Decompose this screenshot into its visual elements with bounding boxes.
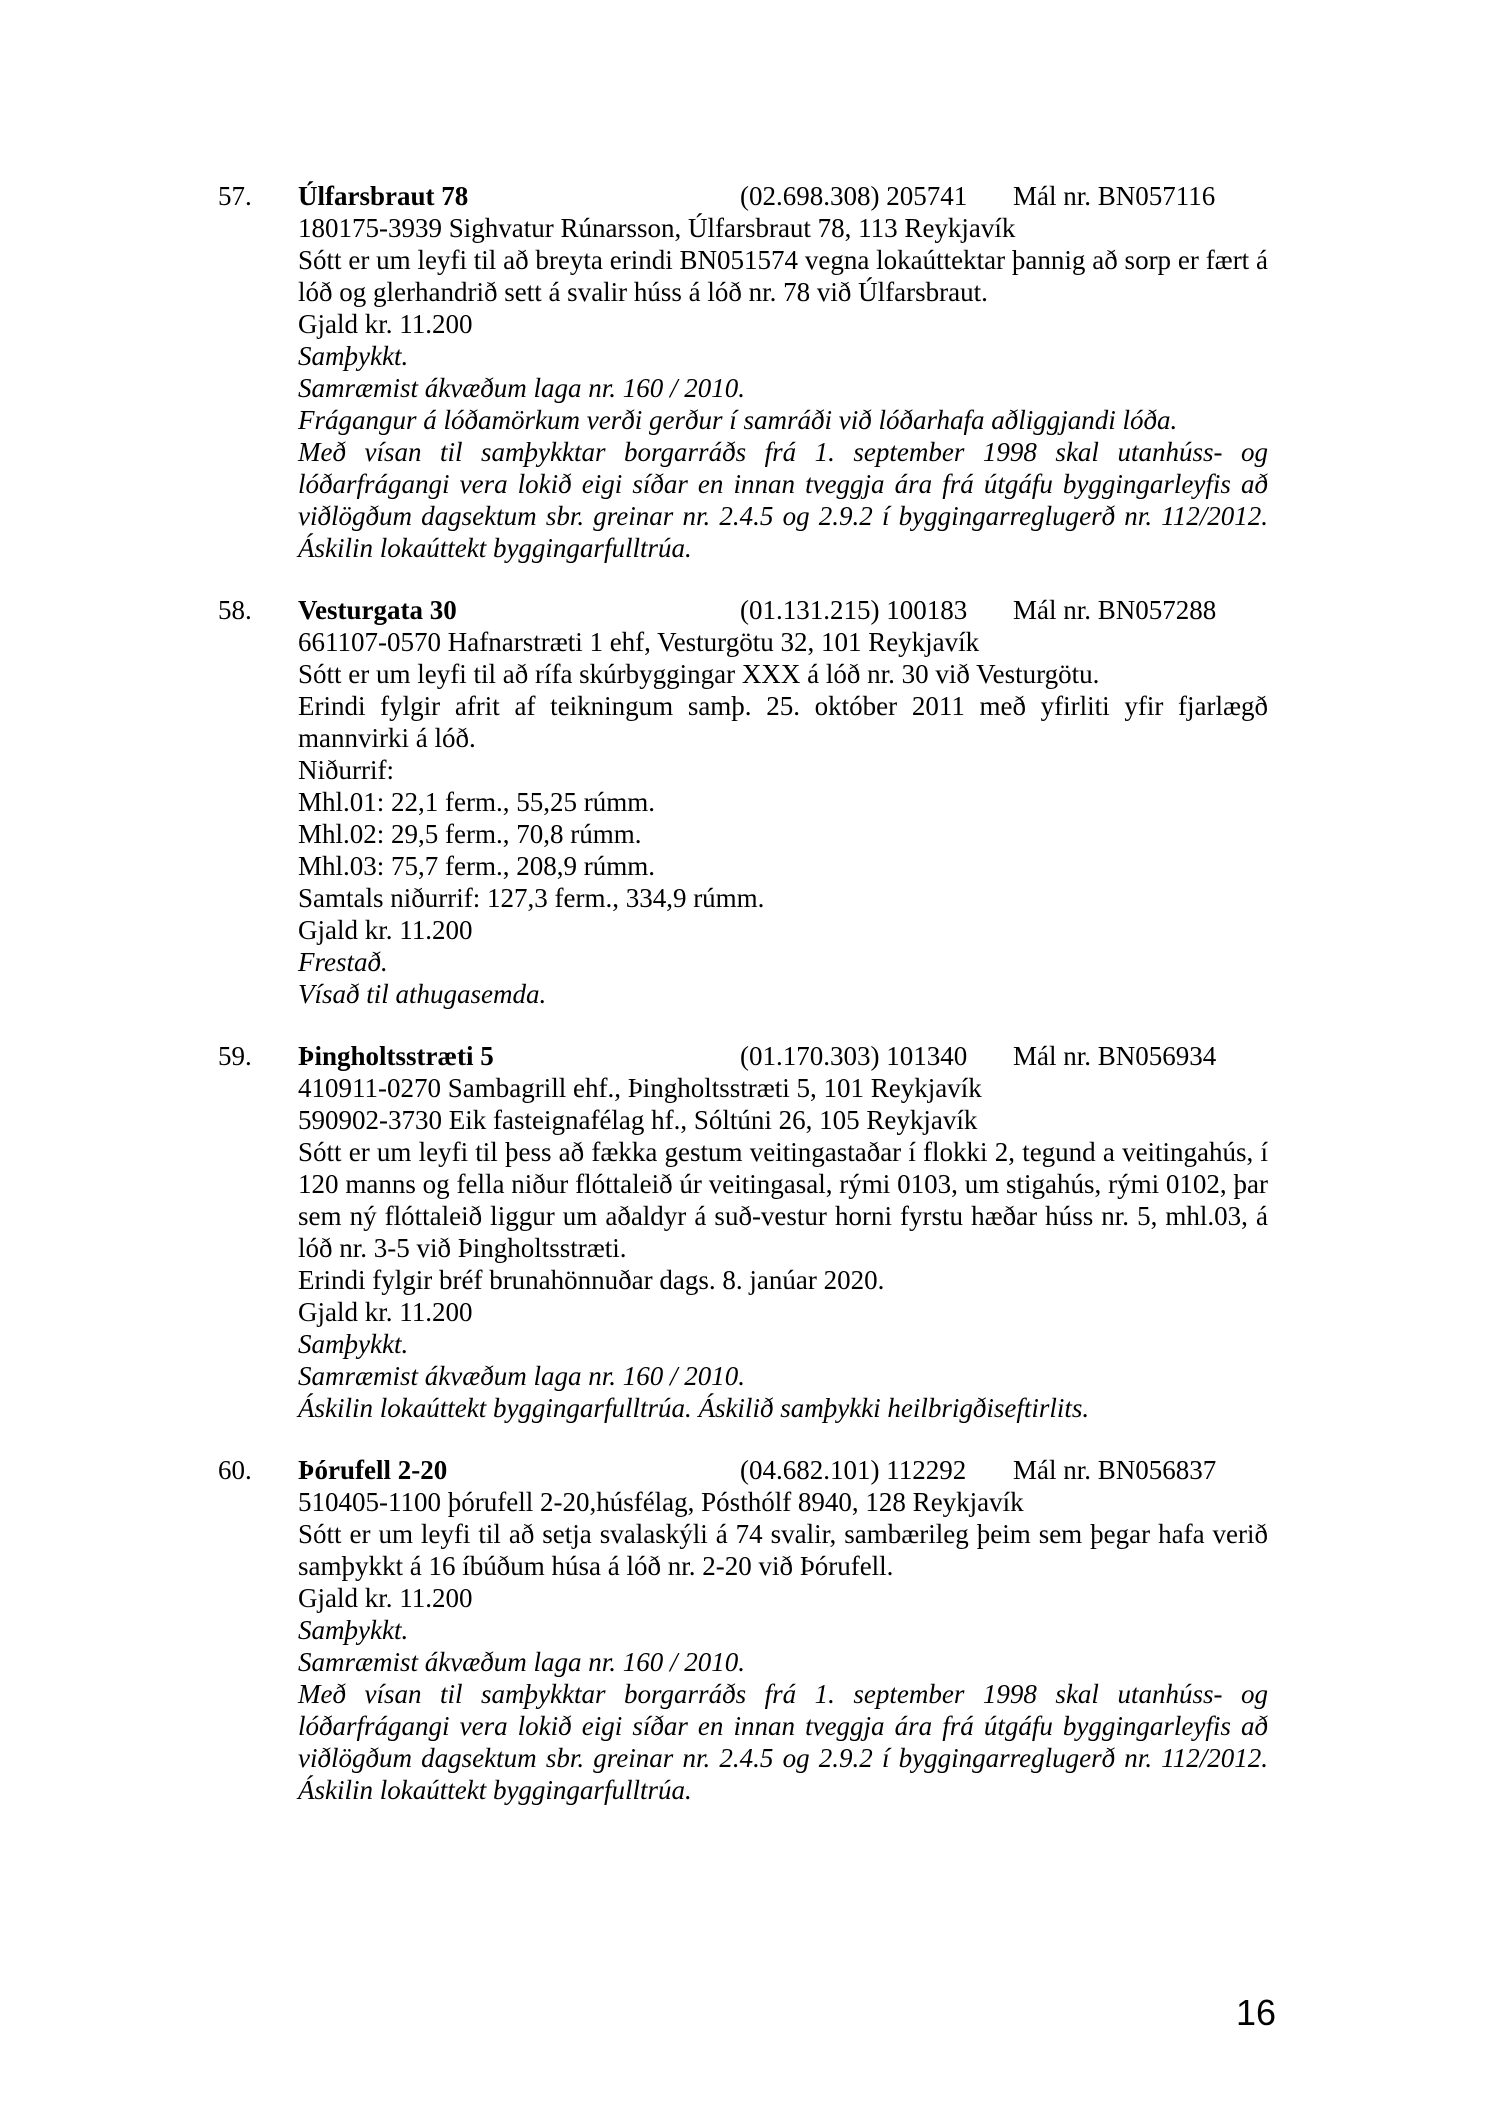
item-line: Erindi fylgir afrit af teikningum samþ. 25. október 2011 með yfirliti yfir fjarlægð mannvirki á lóð. <box>298 691 1268 753</box>
item-body <box>298 1072 1268 1424</box>
item-line: Samþykkt. <box>298 341 409 371</box>
item-line: Áskilin lokaúttekt byggingarfulltrúa. Áskilið samþykki heilbrigðiseftirlits. <box>298 1393 1090 1423</box>
item-title: Úlfarsbraut 78 <box>298 181 469 211</box>
item-case-number: Mál nr. BN056837 <box>1013 1455 1217 1485</box>
item-reference: (02.698.308) 205741 <box>740 181 968 211</box>
item-line: Með vísan til samþykktar borgarráðs frá 1. september 1998 skal utanhúss- og lóðarfrágangi vera lokið eigi síðar en innan tveggja ára frá útgáfu byggingarleyfis að viðlögðum dagsektum sbr. greinar nr. 2.4.5 og 2.9.2 í byggingarreglugerð nr. 112/2012. Áskilin lokaúttekt byggingarfulltrúa. <box>298 1679 1268 1805</box>
agenda-item <box>218 1040 1268 1424</box>
item-line: Samræmist ákvæðum laga nr. 160 / 2010. <box>298 1361 746 1391</box>
item-line: Gjald kr. 11.200 <box>298 915 473 945</box>
item-content <box>298 594 1268 1010</box>
item-header <box>298 1040 1268 1072</box>
item-line: Sótt er um leyfi til þess að fækka gestum veitingastaðar í flokki 2, tegund a veitingahús, í 120 manns og fella niður flóttaleið úr veitingasal, rými 0103, um stigahús, rými 0102, þar sem ný flóttaleið liggur um aðaldyr á suð-vestur horni fyrstu hæðar húss nr. 5, mhl.03, á lóð nr. 3-5 við Þingholtsstræti. <box>298 1137 1268 1263</box>
item-body <box>298 1486 1268 1806</box>
page-number: 16 <box>1236 1992 1277 2033</box>
item-line: Frágangur á lóðamörkum verði gerður í samráði við lóðarhafa aðliggjandi lóða. <box>298 405 1178 435</box>
item-line: Gjald kr. 11.200 <box>298 1583 473 1613</box>
item-number: 59. <box>218 1041 252 1071</box>
item-body <box>298 212 1268 564</box>
agenda-item <box>218 180 1268 564</box>
item-line: Samræmist ákvæðum laga nr. 160 / 2010. <box>298 1647 746 1677</box>
item-line: Gjald kr. 11.200 <box>298 1297 473 1327</box>
item-line: Samtals niðurrif: 127,3 ferm., 334,9 rúmm. <box>298 883 765 913</box>
item-line: Mhl.02: 29,5 ferm., 70,8 rúmm. <box>298 819 642 849</box>
item-content <box>298 1040 1268 1424</box>
item-line: 590902-3730 Eik fasteignafélag hf., Sóltúni 26, 105 Reykjavík <box>298 1105 978 1135</box>
item-line: Mhl.01: 22,1 ferm., 55,25 rúmm. <box>298 787 655 817</box>
item-line: Samræmist ákvæðum laga nr. 160 / 2010. <box>298 373 746 403</box>
item-line: Með vísan til samþykktar borgarráðs frá 1. september 1998 skal utanhúss- og lóðarfrágangi vera lokið eigi síðar en innan tveggja ára frá útgáfu byggingarleyfis að viðlögðum dagsektum sbr. greinar nr. 2.4.5 og 2.9.2 í byggingarreglugerð nr. 112/2012. Áskilin lokaúttekt byggingarfulltrúa. <box>298 437 1268 563</box>
item-line: Vísað til athugasemda. <box>298 979 547 1009</box>
item-reference: (01.170.303) 101340 <box>740 1041 968 1071</box>
item-case-number: Mál nr. BN057288 <box>1013 595 1217 625</box>
item-title: Þórufell 2-20 <box>298 1455 448 1485</box>
item-case-number: Mál nr. BN057116 <box>1013 181 1216 211</box>
item-header <box>298 1454 1268 1486</box>
item-line: Mhl.03: 75,7 ferm., 208,9 rúmm. <box>298 851 655 881</box>
item-line: Samþykkt. <box>298 1329 409 1359</box>
item-number: 60. <box>218 1455 252 1485</box>
item-case-number: Mál nr. BN056934 <box>1013 1041 1217 1071</box>
item-line: 180175-3939 Sighvatur Rúnarsson, Úlfarsbraut 78, 113 Reykjavík <box>298 213 1016 243</box>
item-content <box>298 180 1268 564</box>
item-line: Samþykkt. <box>298 1615 409 1645</box>
item-body <box>298 626 1268 1010</box>
item-line: Erindi fylgir bréf brunahönnuðar dags. 8. janúar 2020. <box>298 1265 885 1295</box>
agenda-items-list <box>218 180 1268 1806</box>
item-line: 410911-0270 Sambagrill ehf., Þingholtsstræti 5, 101 Reykjavík <box>298 1073 982 1103</box>
item-reference: (01.131.215) 100183 <box>740 595 968 625</box>
item-header <box>298 594 1268 626</box>
item-reference: (04.682.101) 112292 <box>740 1455 967 1485</box>
item-header <box>298 180 1268 212</box>
item-number: 57. <box>218 181 252 211</box>
item-line: Sótt er um leyfi til að rífa skúrbyggingar XXX á lóð nr. 30 við Vesturgötu. <box>298 659 1100 689</box>
item-line: Sótt er um leyfi til að setja svalaskýli á 74 svalir, sambærileg þeim sem þegar hafa verið samþykkt á 16 íbúðum húsa á lóð nr. 2-20 við Þórufell. <box>298 1519 1268 1581</box>
item-line: 661107-0570 Hafnarstræti 1 ehf, Vesturgötu 32, 101 Reykjavík <box>298 627 980 657</box>
item-line: Sótt er um leyfi til að breyta erindi BN051574 vegna lokaúttektar þannig að sorp er fært á lóð og glerhandrið sett á svalir húss á lóð nr. 78 við Úlfarsbraut. <box>298 245 1268 307</box>
item-line: Frestað. <box>298 947 388 977</box>
item-line: 510405-1100 þórufell 2-20,húsfélag, Pósthólf 8940, 128 Reykjavík <box>298 1487 1024 1517</box>
agenda-item <box>218 594 1268 1010</box>
item-title: Vesturgata 30 <box>298 595 457 625</box>
item-content <box>298 1454 1268 1806</box>
item-number: 58. <box>218 595 252 625</box>
item-title: Þingholtsstræti 5 <box>298 1041 494 1071</box>
agenda-item <box>218 1454 1268 1806</box>
item-line: Niðurrif: <box>298 755 394 785</box>
item-line: Gjald kr. 11.200 <box>298 309 473 339</box>
